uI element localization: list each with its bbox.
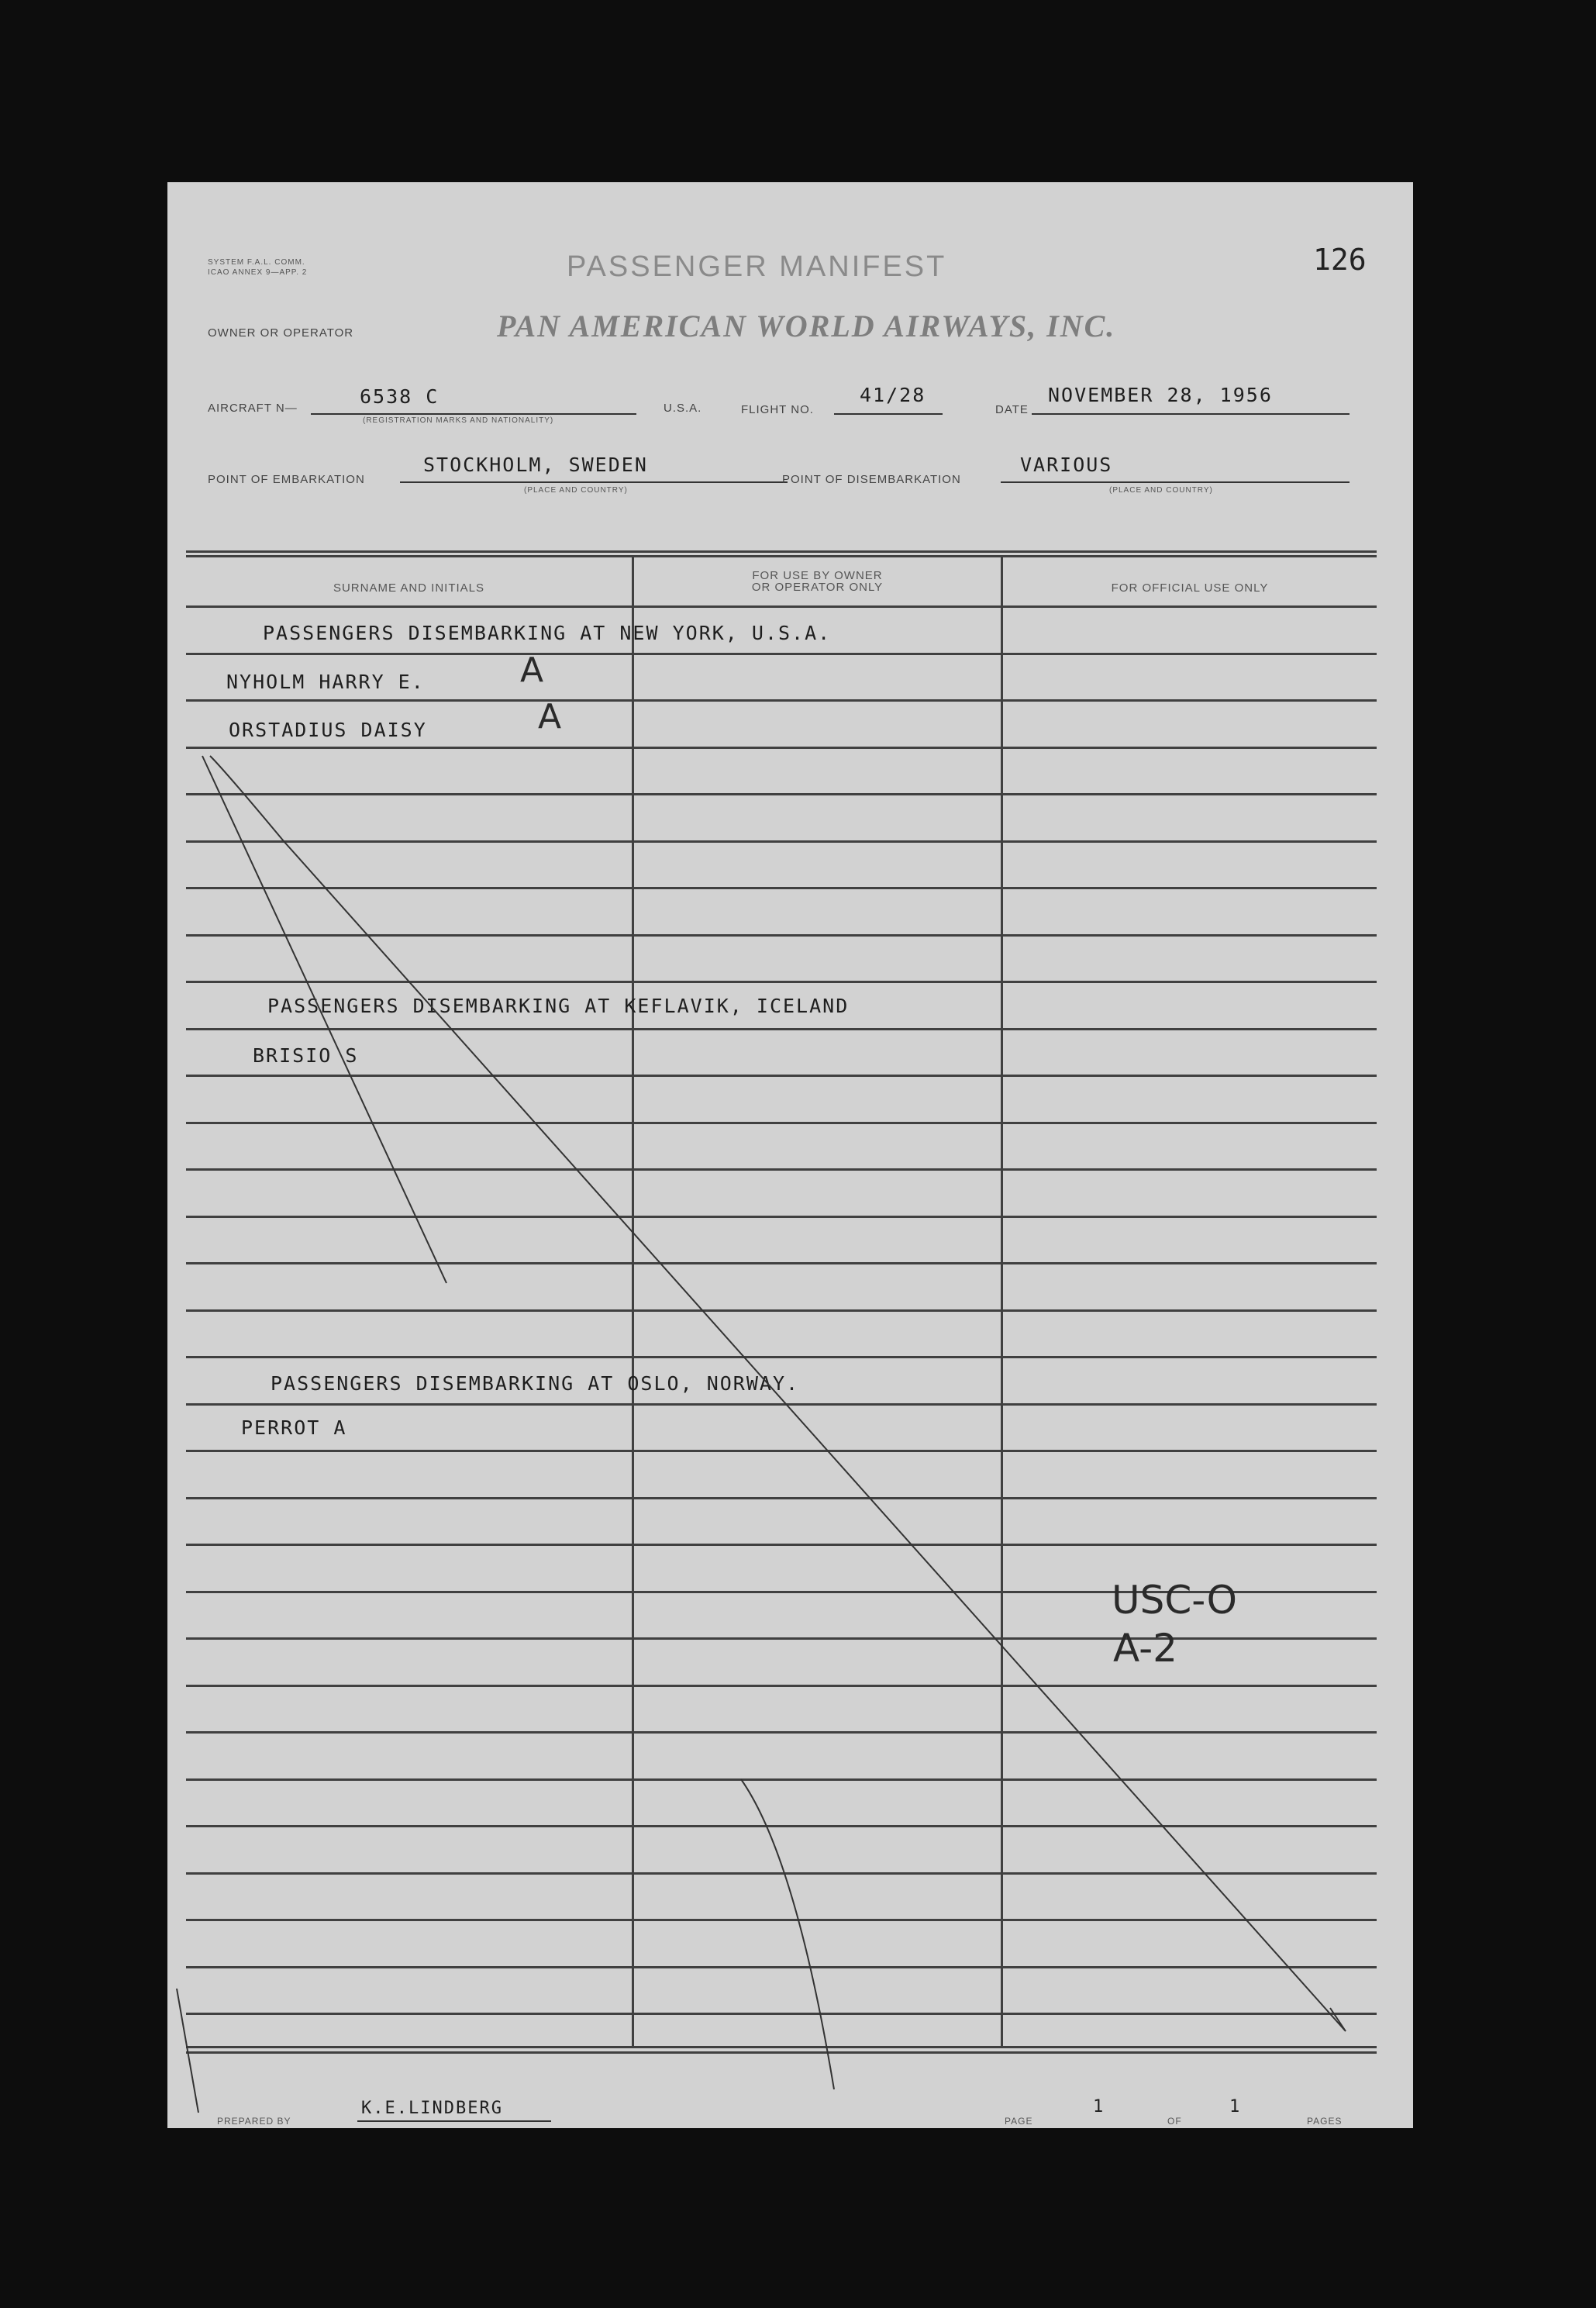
aircraft-registration: 6538 C (360, 385, 440, 408)
aircraft-label: AIRCRAFT N— (208, 402, 298, 415)
embarkation-caption: (PLACE AND COUNTRY) (524, 486, 628, 495)
pages-label: PAGES (1307, 2116, 1343, 2127)
page-label: PAGE (1005, 2116, 1033, 2127)
embarkation-point: STOCKHOLM, SWEDEN (423, 454, 648, 476)
passenger-name: BRISIO S (253, 1044, 359, 1067)
airline-name: PAN AMERICAN WORLD AIRWAYS, INC. (497, 309, 1116, 343)
registration-caption: (REGISTRATION MARKS AND NATIONALITY) (363, 416, 554, 425)
passenger-name: NYHOLM HARRY E. (226, 671, 425, 693)
page-number: 126 (1313, 243, 1367, 277)
column-header-operator-line1: FOR USE BY OWNER (752, 569, 883, 582)
embarkation-label: POINT OF EMBARKATION (208, 473, 365, 486)
flight-date: NOVEMBER 28, 1956 (1048, 384, 1273, 406)
disembarkation-point: VARIOUS (1020, 454, 1113, 476)
flight-number-label: FLIGHT NO. (741, 403, 814, 416)
country-label: U.S.A. (664, 402, 702, 415)
prepared-by-label: PREPARED BY (217, 2116, 291, 2127)
page-value: 1 (1093, 2097, 1105, 2117)
column-header-operator-line2: OR OPERATOR ONLY (751, 581, 884, 594)
group-heading-keflavik: PASSENGERS DISEMBARKING AT KEFLAVIK, ICELAND (267, 995, 850, 1017)
form-title: PASSENGER MANIFEST (567, 250, 947, 283)
date-label: DATE (995, 403, 1029, 416)
manifest-sheet (167, 182, 1413, 2128)
of-label: OF (1167, 2116, 1182, 2127)
column-header-surname: SURNAME AND INITIALS (333, 581, 485, 595)
group-heading-oslo: PASSENGERS DISEMBARKING AT OSLO, NORWAY. (271, 1372, 800, 1395)
system-reference-line1: SYSTEM F.A.L. COMM. (208, 258, 305, 267)
handwritten-mark: A (538, 697, 562, 737)
official-annotation-line1: USC-O (1112, 1578, 1238, 1623)
official-annotation-line2: A-2 (1113, 1626, 1177, 1671)
column-header-official: FOR OFFICIAL USE ONLY (1111, 581, 1269, 595)
group-heading-new-york: PASSENGERS DISEMBARKING AT NEW YORK, U.S.A. (263, 622, 832, 644)
passenger-name: ORSTADIUS DAISY (229, 719, 427, 741)
disembarkation-label: POINT OF DISEMBARKATION (782, 473, 961, 486)
system-reference-line2: ICAO ANNEX 9—APP. 2 (208, 268, 308, 277)
disembarkation-caption: (PLACE AND COUNTRY) (1109, 486, 1213, 495)
total-pages-value: 1 (1229, 2097, 1242, 2117)
owner-operator-label: OWNER OR OPERATOR (208, 326, 354, 340)
prepared-underline (357, 2120, 551, 2122)
passenger-name: PERROT A (241, 1416, 347, 1439)
flight-number: 41/28 (860, 384, 926, 406)
pen-strokes (167, 182, 1413, 2128)
prepared-by-name: K.E.LINDBERG (361, 2099, 503, 2118)
handwritten-mark: A (520, 650, 544, 690)
